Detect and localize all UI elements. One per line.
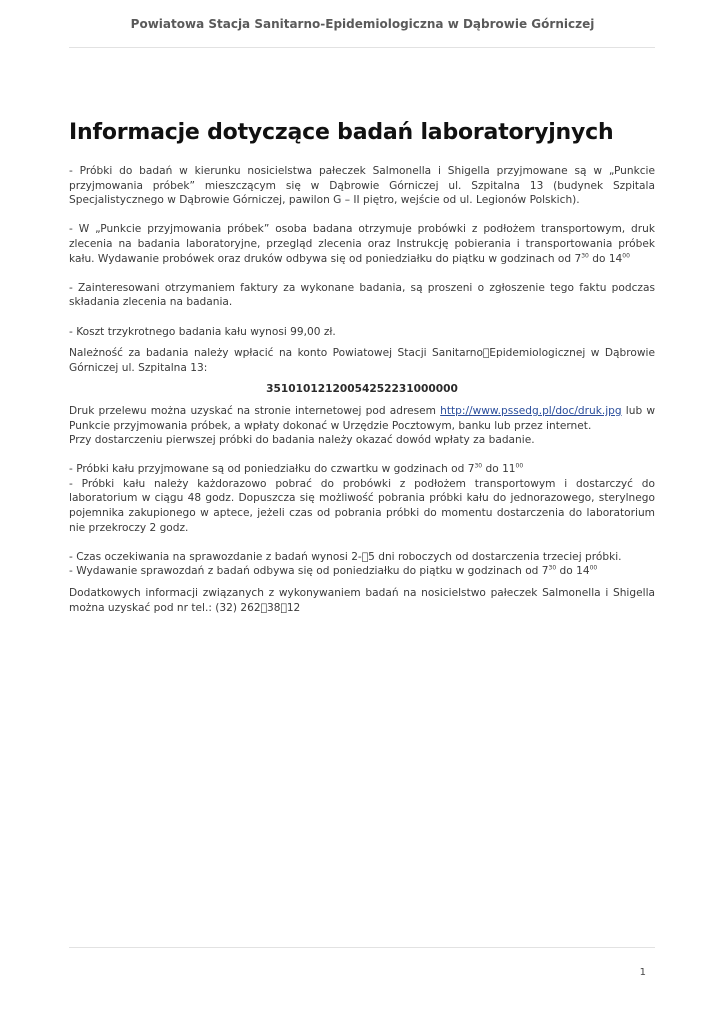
transfer-form-text: Druk przelewu można uzyskać na stronie internetowej pod adresem bbox=[69, 404, 441, 417]
header-divider bbox=[69, 47, 655, 48]
hour-superscript: 00 bbox=[622, 252, 630, 260]
hour-superscript: 30 bbox=[548, 564, 557, 572]
paragraph-invoice: - Zainteresowani otrzymaniem faktury za wykonane badania, są proszeni o zgłoszenie tego faktu podczas składania zlecenia na badania. bbox=[69, 281, 655, 309]
hour-superscript: 30 bbox=[474, 462, 483, 470]
paragraph-kit-distribution bbox=[69, 222, 655, 266]
kit-distribution-to: do 14 bbox=[588, 252, 623, 265]
report-hours-text: - Wydawanie sprawozdań z badań odbywa się od poniedziałku do piątku w godzinach od 7 bbox=[69, 565, 549, 578]
paragraph-cost: - Koszt trzykrotnego badania kału wynosi 99,00 zł. bbox=[69, 325, 336, 338]
hour-superscript: 30 bbox=[581, 252, 589, 260]
paragraph-transfer-form bbox=[69, 404, 655, 433]
hour-superscript: 00 bbox=[515, 462, 524, 470]
sample-hours-text: - Próbki kału przyjmowane są od poniedziałku do czwartku w godzinach od 7 bbox=[69, 463, 475, 476]
paragraph-sample-delivery: - Próbki kału należy każdorazowo pobrać do probówki z podłożem transportowym i dostarczyć do laboratorium w ciągu 48 godz. Dopuszcza się możliwość pobrania próbki kału do jednorazowego, sterylnego pojemnika zakupionego w aptece, jeżeli czas od pobrania próbki do momentu dostarczenia do laboratorium nie przekroczy 2 godz. bbox=[69, 477, 655, 534]
paragraph-report-wait: - Czas oczekiwania na sprawozdanie z badań wynosi 2- 5 dni roboczych od dostarczenia trzeciej próbki. bbox=[69, 550, 622, 563]
paragraph-payment: Należność za badania należy wpłacić na konto Powiatowej Stacji Sanitarno Epidemiologicznej w Dąbrowie Górniczej ul. Szpitalna 13: bbox=[69, 347, 655, 374]
document-title: Informacje dotyczące badań laboratoryjnych bbox=[69, 120, 614, 145]
page-header: Powiatowa Stacja Sanitarno-Epidemiologiczna w Dąbrowie Górniczej bbox=[130, 17, 595, 31]
transfer-form-link[interactable]: http://www.pssedg.pl/doc/druk.jpg bbox=[440, 404, 622, 417]
paragraph-payment-proof: Przy dostarczeniu pierwszej próbki do badania należy okazać dowód wpłaty za badanie. bbox=[69, 434, 535, 447]
paragraph-report-hours bbox=[69, 564, 655, 579]
kit-distribution-text: - W „Punkcie przyjmowania próbek” osoba badana otrzymuje probówki z podłożem transportowym, druk zlecenia na badania laboratoryjne, przegląd zlecenia oraz Instrukcję pobierania i transportowania próbek kału. Wydawanie probówek oraz druków odbywa się od poniedziałku do piątku w godzinach od 7 bbox=[69, 223, 655, 265]
paragraph-sample-location: - Próbki do badań w kierunku nosicielstwa pałeczek Salmonella i Shigella przyjmowane są w „Punkcie przyjmowania próbek” mieszczącym się w Dąbrowie Górniczej ul. Szpitalna 13 (budynek Szpitala Specjalistycznego w Dąbrowie Górniczej, pawilon G – II piętro, wejście od ul. Legionów Polskich). bbox=[69, 165, 655, 207]
hour-superscript: 00 bbox=[589, 564, 598, 572]
page-number: 1 bbox=[639, 967, 646, 978]
sample-hours-to: do 11 bbox=[482, 463, 516, 476]
document-body bbox=[69, 164, 655, 615]
paragraph-sample-hours bbox=[69, 462, 655, 477]
footer-divider bbox=[69, 947, 655, 948]
report-hours-to: do 14 bbox=[556, 565, 590, 578]
transfer-form-text-after: lub w Punkcie przyjmowania próbek, a wpłaty dokonać w Urzędzie Pocztowym, banku lub przez internet. bbox=[69, 404, 656, 432]
bank-account-number: 35101012120054252231000000 bbox=[266, 383, 458, 396]
paragraph-contact: Dodatkowych informacji związanych z wykonywaniem badań na nosicielstwo pałeczek Salmonella i Shigella można uzyskać pod nr tel.: (32) 262 38 12 bbox=[69, 587, 655, 614]
